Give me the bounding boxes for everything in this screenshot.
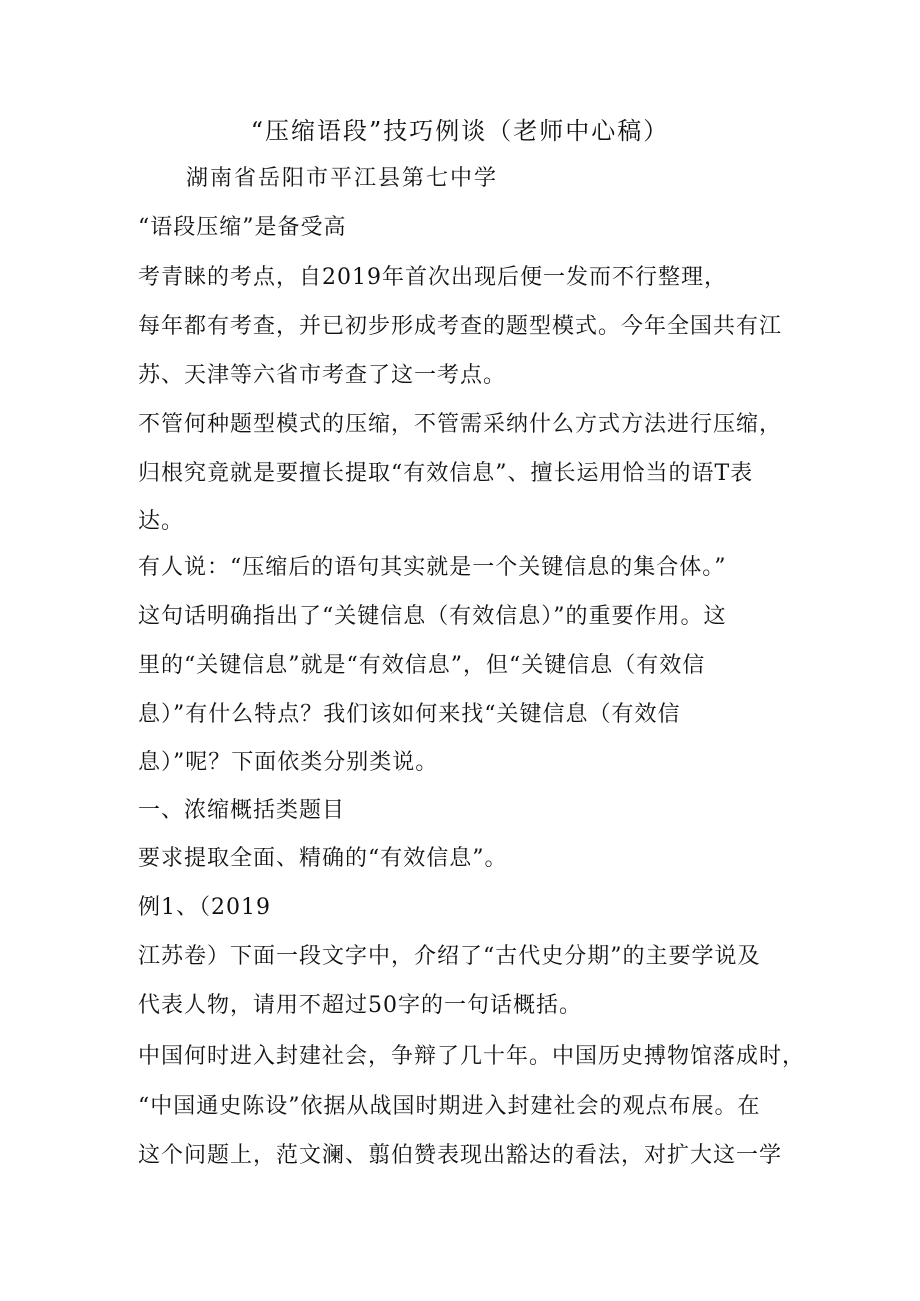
paragraph-line: “中国通史陈设”依据从战国时期进入封建社会的观点布展。在 (138, 1094, 761, 1119)
paragraph-line: 要求提取全面、精确的“有效信息”。 (138, 846, 508, 871)
school-name: 湖南省岳阳市平江县第七中学 (186, 166, 499, 191)
paragraph-line: 每年都有考查，并已初步形成考查的题型模式。今年全国共有江 (138, 314, 783, 339)
paragraph-line: 里的“关键信息”就是“有效信息”，但“关键信息（有效信 (138, 653, 706, 678)
section-heading: 一、浓缩概括类题目 (138, 798, 346, 823)
paragraph-line: 中国何时进入封建社会，争辩了几十年。中国历史搏物馆落成时， (138, 1044, 806, 1069)
paragraph-line: 不管何种题型模式的压缩，不管需采纳什么方式方法进行压缩， (138, 412, 783, 437)
paragraph-line: 这句话明确指出了“关键信息（有效信息）”的重要作用。这 (138, 604, 727, 629)
paragraph-line: 代表人物，请用不超过50字的一句话概括。 (138, 993, 582, 1018)
paragraph-line: 达。 (138, 509, 185, 534)
paragraph-line: “语段压缩”是备受高 (138, 215, 347, 240)
paragraph-line: 这个问题上，范文澜、翦伯赞表现出豁达的看法，对扩大这一学 (138, 1143, 783, 1168)
paragraph-line: 考青睐的考点，自2019年首次出现后便一发而不行整理， (138, 265, 727, 290)
paragraph-line: 苏、天津等六省市考查了这一考点。 (138, 363, 507, 388)
paragraph-line: 归根究竟就是要擅长提取“有效信息”、擅长运用恰当的语T表 (138, 461, 754, 486)
paragraph-line: 江苏卷）下面一段文字中，介绍了“古代史分期”的主要学说及 (138, 944, 761, 969)
document-title: “压缩语段”技巧例谈（老师中心稿） (250, 117, 670, 145)
paragraph-line: 有人说：“压缩后的语句其实就是一个关键信息的集合体。” (138, 555, 727, 580)
paragraph-line: 息）”呢？下面依类分别类说。 (138, 750, 439, 775)
example-label: 例1、（2019 (138, 895, 271, 920)
paragraph-line: 息）”有什么特点？我们该如何来找“关键信息（有效信 (138, 702, 681, 727)
